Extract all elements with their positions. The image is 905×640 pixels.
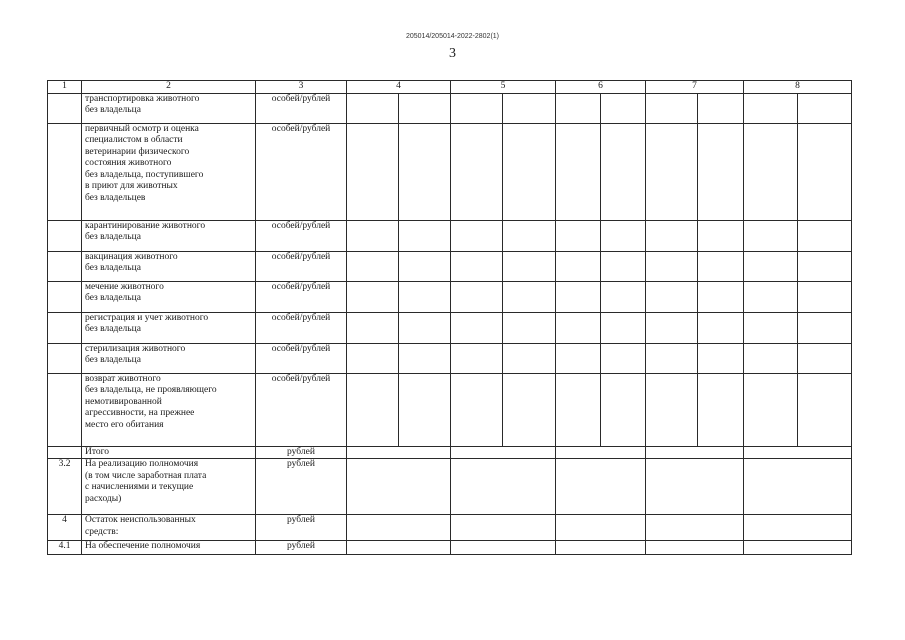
value-cell (601, 281, 646, 312)
total-row (48, 446, 852, 459)
row-number: 3.2 (48, 459, 82, 515)
value-cell (347, 220, 399, 251)
value-cell (744, 459, 852, 515)
value-cell (646, 281, 698, 312)
value-cell (744, 123, 798, 220)
column-header: 5 (451, 81, 556, 94)
value-cell (698, 123, 744, 220)
value-cell (601, 123, 646, 220)
value-cell (503, 281, 556, 312)
value-cell (798, 373, 852, 446)
value-cell (646, 93, 698, 123)
row-unit: особей/рублей (256, 343, 347, 373)
value-cell (798, 220, 852, 251)
value-cell (451, 373, 503, 446)
value-cell (698, 312, 744, 343)
value-cell (347, 459, 451, 515)
value-cell (451, 515, 556, 541)
row-unit: особей/рублей (256, 251, 347, 281)
value-cell (744, 515, 852, 541)
value-cell (399, 220, 451, 251)
value-cell (601, 343, 646, 373)
row-name: Остаток неиспользованных средств: (82, 515, 256, 541)
value-cell (347, 446, 451, 459)
table-row (48, 312, 852, 343)
value-cell (646, 459, 744, 515)
value-cell (646, 123, 698, 220)
row-number (48, 281, 82, 312)
row-unit: рублей (256, 446, 347, 459)
row-number (48, 123, 82, 220)
table-row (48, 123, 852, 220)
value-cell (798, 251, 852, 281)
value-cell (744, 281, 798, 312)
value-cell (451, 251, 503, 281)
value-cell (399, 373, 451, 446)
row-number: 4.1 (48, 541, 82, 555)
row-name: мечение животного без владельца (82, 281, 256, 312)
value-cell (451, 281, 503, 312)
column-header: 7 (646, 81, 744, 94)
table-row (48, 515, 852, 541)
value-cell (556, 343, 601, 373)
table-row (48, 459, 852, 515)
column-header: 8 (744, 81, 852, 94)
table-row (48, 373, 852, 446)
value-cell (601, 220, 646, 251)
value-cell (744, 312, 798, 343)
value-cell (399, 123, 451, 220)
value-cell (347, 93, 399, 123)
value-cell (347, 281, 399, 312)
value-cell (556, 123, 601, 220)
value-cell (451, 541, 556, 555)
value-cell (347, 343, 399, 373)
value-cell (744, 343, 798, 373)
row-unit: рублей (256, 515, 347, 541)
value-cell (451, 93, 503, 123)
value-cell (698, 343, 744, 373)
value-cell (556, 459, 646, 515)
value-cell (601, 312, 646, 343)
value-cell (503, 123, 556, 220)
value-cell (798, 93, 852, 123)
row-unit: особей/рублей (256, 93, 347, 123)
column-header: 4 (347, 81, 451, 94)
value-cell (601, 93, 646, 123)
value-cell (347, 373, 399, 446)
value-cell (698, 93, 744, 123)
row-number: 4 (48, 515, 82, 541)
row-unit: особей/рублей (256, 281, 347, 312)
value-cell (556, 281, 601, 312)
value-cell (451, 312, 503, 343)
value-cell (399, 281, 451, 312)
value-cell (744, 220, 798, 251)
row-name: вакцинация животного без владельца (82, 251, 256, 281)
row-name: карантинирование животного без владельца (82, 220, 256, 251)
value-cell (698, 373, 744, 446)
value-cell (347, 312, 399, 343)
header-row (48, 81, 852, 94)
value-cell (601, 251, 646, 281)
value-cell (399, 343, 451, 373)
value-cell (399, 312, 451, 343)
value-cell (399, 93, 451, 123)
row-name: стерилизация животного без владельца (82, 343, 256, 373)
value-cell (646, 343, 698, 373)
value-cell (798, 123, 852, 220)
row-unit: особей/рублей (256, 123, 347, 220)
value-cell (646, 312, 698, 343)
page-number: 3 (449, 46, 456, 61)
value-cell (503, 93, 556, 123)
row-unit: особей/рублей (256, 373, 347, 446)
value-cell (556, 312, 601, 343)
row-name: На обеспечение полномочия (82, 541, 256, 555)
value-cell (347, 515, 451, 541)
value-cell (556, 93, 601, 123)
row-unit: рублей (256, 541, 347, 555)
value-cell (347, 251, 399, 281)
table-row (48, 343, 852, 373)
column-header: 6 (556, 81, 646, 94)
table-row (48, 220, 852, 251)
column-header: 1 (48, 81, 82, 94)
value-cell (744, 251, 798, 281)
row-name: Итого (82, 446, 256, 459)
value-cell (399, 251, 451, 281)
row-name: транспортировка животного без владельца (82, 93, 256, 123)
value-cell (503, 251, 556, 281)
value-cell (744, 93, 798, 123)
value-cell (556, 515, 646, 541)
row-number (48, 93, 82, 123)
value-cell (556, 541, 646, 555)
value-cell (744, 446, 852, 459)
value-cell (698, 251, 744, 281)
row-number (48, 373, 82, 446)
value-cell (798, 312, 852, 343)
value-cell (646, 373, 698, 446)
column-header: 3 (256, 81, 347, 94)
value-cell (698, 281, 744, 312)
value-cell (451, 459, 556, 515)
value-cell (646, 220, 698, 251)
value-cell (503, 220, 556, 251)
row-name: На реализацию полномочия (в том числе заработная плата с начислениями и текущие расходы) (82, 459, 256, 515)
form-table (47, 80, 852, 555)
value-cell (646, 446, 744, 459)
row-number (48, 446, 82, 459)
value-cell (744, 373, 798, 446)
row-number (48, 220, 82, 251)
value-cell (601, 373, 646, 446)
row-number (48, 343, 82, 373)
row-unit: рублей (256, 459, 347, 515)
value-cell (698, 220, 744, 251)
value-cell (798, 343, 852, 373)
row-name: возврат животного без владельца, не проявляющего немотивированной агрессивности, на прежнее место его обитания (82, 373, 256, 446)
value-cell (744, 541, 852, 555)
document-id: 205014/205014-2022-2802(1) (405, 33, 500, 40)
column-header: 2 (82, 81, 256, 94)
value-cell (503, 373, 556, 446)
value-cell (503, 312, 556, 343)
value-cell (451, 220, 503, 251)
value-cell (556, 373, 601, 446)
value-cell (646, 541, 744, 555)
value-cell (798, 281, 852, 312)
value-cell (347, 123, 399, 220)
table-row (48, 251, 852, 281)
value-cell (451, 446, 556, 459)
row-unit: особей/рублей (256, 220, 347, 251)
value-cell (347, 541, 451, 555)
value-cell (646, 515, 744, 541)
value-cell (451, 123, 503, 220)
table-row (48, 93, 852, 123)
row-name: регистрация и учет животного без владельца (82, 312, 256, 343)
value-cell (556, 251, 601, 281)
value-cell (451, 343, 503, 373)
value-cell (646, 251, 698, 281)
value-cell (556, 446, 646, 459)
row-unit: особей/рублей (256, 312, 347, 343)
value-cell (556, 220, 601, 251)
table-row (48, 281, 852, 312)
table-row (48, 541, 852, 555)
value-cell (503, 343, 556, 373)
row-number (48, 312, 82, 343)
row-name: первичный осмотр и оценка специалистом в области ветеринарии физического состояния животного без владельца, поступившего в приют для животных без владельцев (82, 123, 256, 220)
row-number (48, 251, 82, 281)
